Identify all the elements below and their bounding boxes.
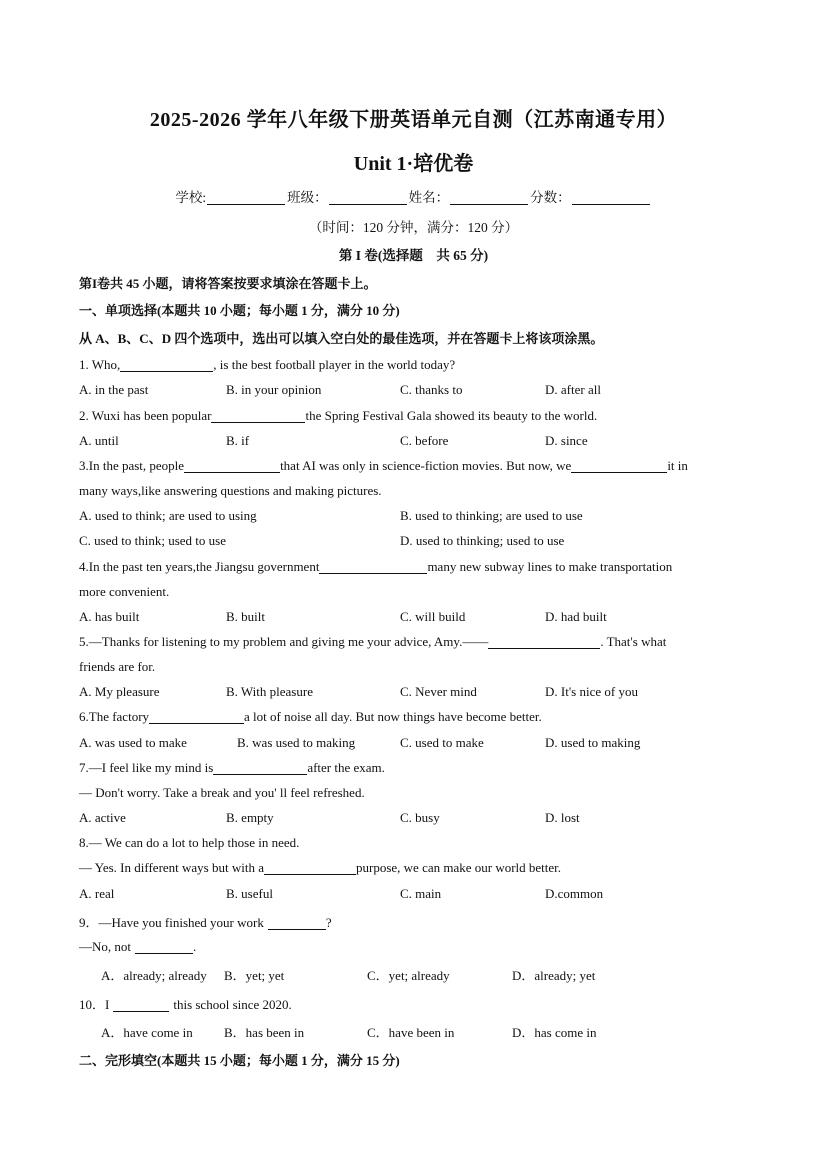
school-label: 学校: [175, 190, 207, 205]
q7-option-c[interactable]: C. busy [400, 810, 440, 825]
section2-title: 二、完形填空(本题共 15 小题；每小题 1 分，满分 15 分) [79, 1053, 400, 1068]
question-7-stem: 7.—I feel like my mind is after the exam. [79, 760, 385, 775]
q1-option-a[interactable]: A. in the past [79, 382, 149, 397]
question-7-stem-line2: — Don't worry. Take a break and you' ll feel refreshed. [79, 785, 365, 800]
q5-option-b[interactable]: B. With pleasure [226, 684, 313, 699]
answer-blank[interactable] [488, 635, 600, 649]
answer-blank[interactable] [135, 940, 193, 954]
question-5-stem: 5.—Thanks for listening to my problem and giving me your advice, Amy.—— . That's what [79, 634, 667, 649]
q9-option-d[interactable]: D．already; yet [512, 968, 596, 983]
question-8-stem: 8.— We can do a lot to help those in need. [79, 835, 300, 850]
q1-option-d[interactable]: D. after all [545, 382, 601, 397]
question-10-stem: 10．I this school since 2020. [79, 997, 292, 1012]
q8-option-c[interactable]: C. main [400, 886, 442, 901]
q2-option-c[interactable]: C. before [400, 433, 449, 448]
answer-blank[interactable] [264, 861, 356, 875]
q10-option-b[interactable]: B．has been in [224, 1025, 305, 1040]
section1-instruction: 从 A、B、C、D 四个选项中，选出可以填入空白处的最佳选项，并在答题卡上将该项涂黑。 [79, 331, 604, 346]
student-info-line [0, 186, 827, 206]
class-blank[interactable] [329, 190, 407, 205]
q5-option-c[interactable]: C. Never mind [400, 684, 477, 699]
q10-option-a[interactable]: A．have come in [101, 1025, 193, 1040]
question-1-stem: 1. Who, , is the best football player in the world today? [79, 357, 456, 372]
q10-option-d[interactable]: D．has come in [512, 1025, 597, 1040]
answer-blank[interactable] [319, 560, 427, 574]
answer-blank[interactable] [113, 998, 169, 1012]
q6-option-c[interactable]: C. used to make [400, 735, 484, 750]
answer-blank[interactable] [268, 916, 326, 930]
q8-option-d[interactable]: D.common [545, 886, 604, 901]
q7-option-d[interactable]: D. lost [545, 810, 580, 825]
part1-note: 第I卷共 45 小题，请将答案按要求填涂在答题卡上。 [79, 276, 377, 291]
question-9-stem: 9．—Have you finished your work ? [79, 915, 332, 930]
q3-option-b[interactable]: B. used to thinking; are used to use [400, 508, 583, 523]
answer-blank[interactable] [184, 459, 280, 473]
question-2-stem: 2. Wuxi has been popular the Spring Festival Gala showed its beauty to the world. [79, 408, 598, 423]
question-5-stem-line2: friends are for. [79, 659, 156, 674]
q4-option-a[interactable]: A. has built [79, 609, 140, 624]
answer-blank[interactable] [213, 761, 307, 775]
answer-blank[interactable] [120, 358, 213, 372]
q6-option-b[interactable]: B. was used to making [237, 735, 356, 750]
q2-option-b[interactable]: B. if [226, 433, 250, 448]
q8-option-b[interactable]: B. useful [226, 886, 273, 901]
question-3-stem: 3.In the past, people that AI was only in science-fiction movies. But now, we it in [79, 458, 688, 473]
q2-option-d[interactable]: D. since [545, 433, 588, 448]
name-label: 姓名： [408, 190, 450, 205]
question-4-stem-line2: more convenient. [79, 584, 170, 599]
q9-option-c[interactable]: C．yet; already [367, 968, 450, 983]
section1-title: 一、单项选择(本题共 10 小题；每小题 1 分，满分 10 分) [79, 303, 400, 318]
q1-option-c[interactable]: C. thanks to [400, 382, 463, 397]
q10-option-c[interactable]: C．have been in [367, 1025, 455, 1040]
q5-option-d[interactable]: D. It's nice of you [545, 684, 638, 699]
name-blank[interactable] [450, 190, 528, 205]
q4-option-c[interactable]: C. will build [400, 609, 466, 624]
score-label: 分数： [530, 190, 571, 205]
unit-title: Unit 1·培优卷 [353, 153, 474, 175]
q2-option-a[interactable]: A. until [79, 433, 119, 448]
exam-title: 2025-2026 学年八年级下册英语单元自测（江苏南通专用） [149, 109, 678, 131]
score-blank[interactable] [572, 190, 650, 205]
q3-option-a[interactable]: A. used to think; are used to using [79, 508, 257, 523]
part1-title: 第 I 卷(选择题 共 65 分) [338, 248, 489, 263]
answer-blank[interactable] [571, 459, 667, 473]
question-3-stem-line2: many ways,like answering questions and making pictures. [79, 483, 382, 498]
q7-option-a[interactable]: A. active [79, 810, 126, 825]
q7-option-b[interactable]: B. empty [226, 810, 274, 825]
question-9-stem-line2: —No, not . [79, 939, 197, 954]
q5-option-a[interactable]: A. My pleasure [79, 684, 160, 699]
question-8-stem-line2: — Yes. In different ways but with a purpose, we can make our world better. [79, 860, 562, 875]
answer-blank[interactable] [149, 710, 244, 724]
q4-option-b[interactable]: B. built [226, 609, 266, 624]
q9-option-b[interactable]: B．yet; yet [224, 968, 285, 983]
q9-option-a[interactable]: A．already; already [101, 968, 207, 983]
q3-option-c[interactable]: C. used to think; used to use [79, 533, 226, 548]
school-blank[interactable] [207, 190, 285, 205]
q4-option-d[interactable]: D. had built [545, 609, 607, 624]
q1-option-b[interactable]: B. in your opinion [226, 382, 322, 397]
q6-option-d[interactable]: D. used to making [545, 735, 641, 750]
time-score-info: （时间：120 分钟，满分：120 分） [308, 220, 519, 235]
q3-option-d[interactable]: D. used to thinking; used to use [400, 533, 565, 548]
answer-blank[interactable] [211, 409, 305, 423]
question-4-stem: 4.In the past ten years,the Jiangsu government many new subway lines to make transportation [79, 559, 673, 574]
question-6-stem: 6.The factory a lot of noise all day. But now things have become better. [79, 709, 542, 724]
class-label: 班级： [287, 190, 328, 205]
q6-option-a[interactable]: A. was used to make [79, 735, 187, 750]
q8-option-a[interactable]: A. real [79, 886, 115, 901]
